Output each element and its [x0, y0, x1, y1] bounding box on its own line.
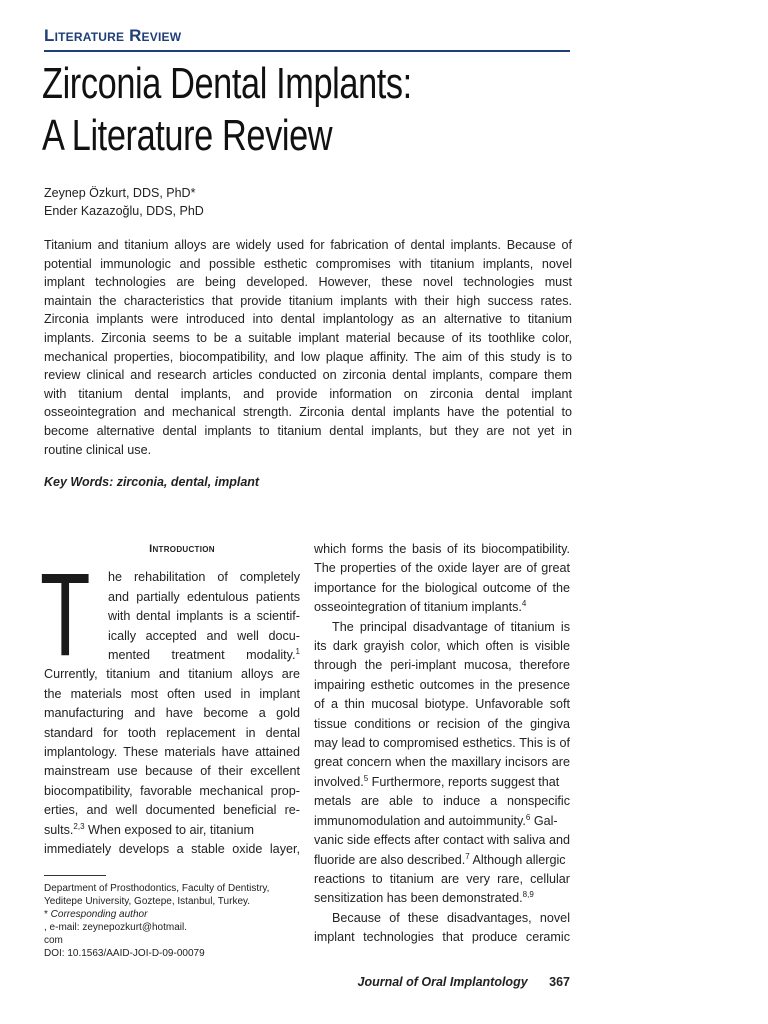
abstract-line: implants. Zirconia seems to be a suitable implant material because of its toothlike color, [44, 330, 572, 345]
title-line-2: A Literature Review [42, 111, 333, 160]
citation: 6 [525, 812, 531, 822]
title-line-1: Zirconia Dental Implants: [42, 59, 412, 108]
body-line: mainstream use because of their excellent [44, 764, 300, 779]
body-line-text: sensitization has been demonstrated. [314, 891, 523, 906]
introduction-heading: Introduction [149, 543, 215, 555]
body-line [314, 812, 570, 831]
citation: 2,3 [73, 821, 85, 831]
body-line-text: When exposed to air, titanium [84, 822, 254, 837]
body-line: erties, and well documented beneficial re- [44, 803, 300, 818]
body-line: of a thin mucosal biotype. Unfavorable soft [314, 697, 570, 712]
abstract-line: maintain the characteristics that provide titanium implants with their high success rates. [44, 293, 572, 308]
abstract-line: implant technologies are being developed. However, these novel technologies must [44, 275, 572, 290]
abstract-line: Titanium and titanium alloys are widely used for fabrication of dental implants. Because of [44, 238, 572, 252]
header-rule [44, 50, 570, 52]
body-line: and partially edentulous patients [108, 589, 300, 604]
footnote-line: Department of Prosthodontics, Faculty of Dentistry, [44, 883, 270, 894]
page-number: 367 [549, 975, 570, 989]
body-line: The properties of the oxide layer are of great [314, 561, 570, 576]
author-list [44, 184, 204, 220]
body-line [314, 851, 570, 870]
citation: 5 [363, 773, 369, 783]
body-line [44, 821, 300, 840]
body-line [314, 773, 570, 792]
body-line: which forms the basis of its biocompatibility. [314, 542, 570, 556]
footnote-line: * Corresponding author , e-mail: zeynepozkurt@hotmail. [44, 908, 300, 934]
keywords: Key Words: zirconia, dental, implant [44, 475, 260, 489]
abstract-line: review clinical and research articles conducted on zirconia dental implants, compare them [44, 368, 572, 383]
body-line: Currently, titanium and titanium alloys are [44, 667, 300, 682]
body-line-text: fluoride are also described. [314, 852, 466, 867]
abstract-line: routine clinical use. [44, 442, 152, 457]
body-line [314, 889, 570, 908]
body-line: Because of these disadvantages, novel [332, 910, 570, 925]
body-line: manufacturing and have become a gold [44, 706, 300, 721]
body-line: may lead to compromised esthetics. This is of [314, 736, 570, 751]
dropcap: T [40, 549, 91, 682]
body-line: the materials most often used in implant [44, 686, 300, 701]
citation: 1 [295, 646, 300, 656]
body-line-text: involved. [314, 774, 364, 789]
body-line-text: osseointegration of titanium implants. [314, 600, 522, 615]
citation: 8,9 [522, 890, 534, 900]
abstract [44, 236, 572, 459]
body-line: metals are able to induce a nonspecific [314, 794, 570, 809]
citation: 7 [465, 851, 470, 861]
body-line: impairing esthetic outcomes in the presence [314, 677, 570, 692]
body-line: implantology. These materials have attained [44, 745, 300, 760]
body-line: with dental implants is a scientif- [108, 609, 300, 624]
body-line: importance for the biological outcome of the [314, 580, 570, 595]
body-line-text: Gal- [530, 813, 558, 828]
body-line: vanic side effects after contact with saliva and [314, 833, 570, 848]
body-line: its dark grayish color, which often is visible [314, 639, 570, 654]
body-line-text: Furthermore, reports suggest that [368, 774, 560, 789]
abstract-line: become alternative dental implants to titanium dental implants, but they are not yet in [44, 423, 572, 438]
corresponding-author-label: Corresponding author [50, 909, 148, 920]
left-column [40, 540, 300, 860]
section-label: Literature Review [44, 26, 182, 45]
abstract-line: with titanium dental implants, and provide information on zirconia dental implant [44, 386, 572, 401]
journal-name: Journal of Oral Implantology [357, 975, 528, 989]
page-footer [0, 975, 570, 989]
email-text: , e-mail: zeynepozkurt@hotmail. [44, 922, 187, 933]
body-line: tissue conditions or recision of the gingiva [314, 716, 570, 731]
author-2: Ender Kazazoğlu, DDS, PhD [44, 204, 204, 218]
footnote-line: com [44, 935, 63, 946]
footnote-rule [44, 875, 106, 876]
body-line: implant technologies that produce ceramic [314, 930, 570, 945]
body-line: reactions to titanium are very rare, cellular [314, 871, 570, 886]
body-line-text: sults. [44, 822, 74, 837]
body-line: standard for tooth replacement in dental [44, 725, 300, 740]
abstract-line: mechanical properties, biocompatibility, and low plaque affinity. The aim of this study is to [44, 349, 572, 364]
body-line: he rehabilitation of completely [108, 570, 300, 585]
body-line: biocompatibility, favorable mechanical prop- [44, 783, 300, 798]
body-line: immediately develops a stable oxide layer, [44, 842, 300, 857]
citation: 4 [521, 599, 527, 609]
footnote-line: Yeditepe University, Goztepe, Istanbul, Turkey. [44, 896, 251, 907]
doi-line: DOI: 10.1563/AAID-JOI-D-09-00079 [44, 948, 205, 959]
abstract-line: potential immunologic and possible esthetic compromises with titanium implants, novel [44, 256, 572, 271]
body-line-text: mented treatment modality. [108, 648, 296, 663]
author-1: Zeynep Özkurt, DDS, PhD* [44, 186, 196, 200]
body-line: ically accepted and well docu- [108, 628, 300, 643]
body-line: through the peri-implant mucosa, therefore [314, 658, 570, 673]
body-line: great concern when the maxillary incisors are [314, 755, 570, 770]
abstract-line: osseointegration and mechanical strength. Zirconia dental implants have the potential to [44, 405, 572, 420]
affiliation-footnote [44, 882, 300, 960]
right-column [314, 540, 570, 948]
body-line [314, 598, 570, 617]
body-line: The principal disadvantage of titanium is [332, 619, 570, 634]
abstract-line: Zirconia implants were introduced into dental implantology as an alternative to titanium [44, 312, 572, 327]
body-line-text: Although allergic [469, 852, 566, 867]
article-title [42, 58, 510, 162]
body-line-text: immunomodulation and autoimmunity. [314, 813, 526, 828]
